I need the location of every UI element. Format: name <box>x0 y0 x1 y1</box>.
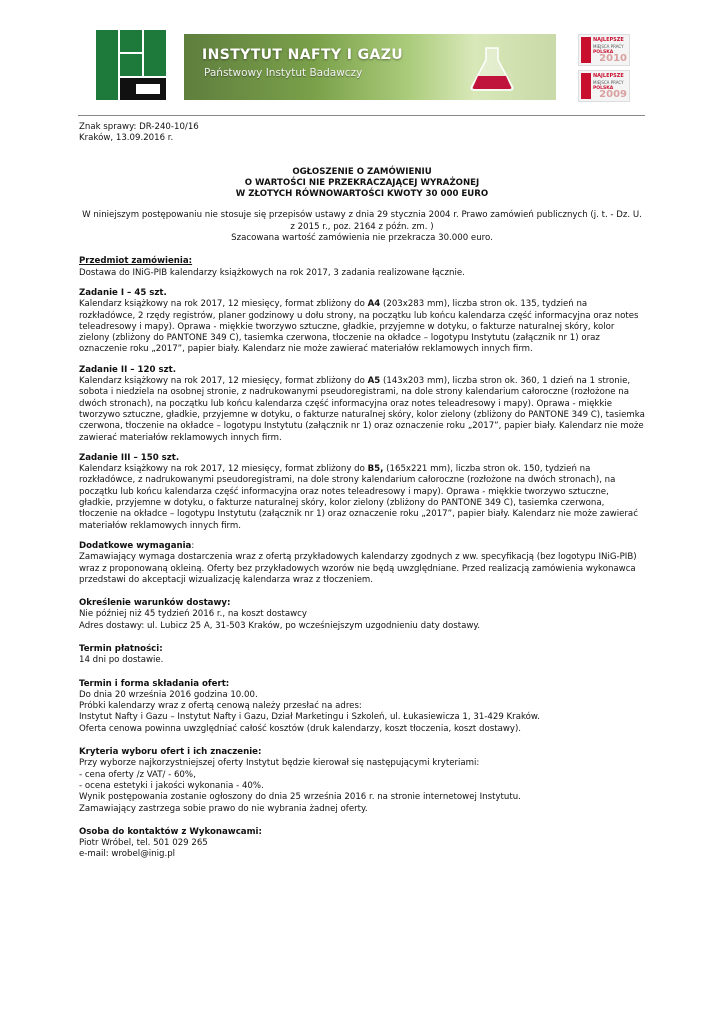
task-3-heading: Zadanie III – 150 szt. <box>79 452 180 463</box>
offers-deadline: Do dnia 20 września 2016 godzina 10.00. <box>79 689 258 700</box>
delivery-deadline: Nie później niż 45 tydzień 2016 r., na koszt dostawcy <box>79 609 307 620</box>
payment-terms: 14 dni po dostawie. <box>79 655 164 666</box>
header-divider <box>78 115 645 116</box>
flask-icon <box>466 46 518 92</box>
letterhead <box>96 30 636 106</box>
document-body <box>79 122 645 861</box>
additional-requirements-section <box>79 541 645 586</box>
intro-text: W niniejszym postępowaniu nie stosuje się przepisów ustawy z dnia 29 stycznia 2004 r. Prawo zamówień publicznych (j. t. - Dz. U. z 2015 r., poz. 2164 z późn. zm. ) Szacowana wartość zamówienia nie przekracza 30.000 euro. <box>82 210 642 244</box>
place-date: Kraków, 13.09.2016 r. <box>79 133 174 144</box>
offers-address: Instytut Nafty i Gazu – Instytut Nafty i Gazu, Dział Marketingu i Szkoleń, ul. Łukasiewicza 1, 31-429 Kraków. <box>79 712 540 723</box>
additional-heading: Dodatkowe wymagania: <box>79 540 195 551</box>
delivery-heading: Określenie warunków dostawy: <box>79 598 231 609</box>
criteria-price: - cena oferty /z VAT/ - 60%, <box>79 769 196 780</box>
institute-subtitle: Państwowy Instytut Badawczy <box>204 67 363 79</box>
document-meta <box>79 122 645 145</box>
offers-section <box>79 679 645 735</box>
payment-heading: Termin płatności: <box>79 643 163 654</box>
task-2-section <box>79 365 645 444</box>
delivery-address: Adres dostawy: ul. Lubicz 25 A, 31-503 Kraków, po wcześniejszym uzgodnieniu daty dostawy. <box>79 620 480 631</box>
institute-name: INSTYTUT NAFTY I GAZU <box>202 47 404 63</box>
contact-section <box>79 827 645 861</box>
payment-section <box>79 644 645 667</box>
task-3-section <box>79 453 645 532</box>
task-1-section <box>79 288 645 356</box>
criteria-section <box>79 747 645 815</box>
task-2-text: Kalendarz książkowy na rok 2017, 12 miesięcy, format zbliżony do A5 (143x203 mm), liczba stron ok. 360, 1 dzień na 1 stronie, sobota i niedziela na osobnej stronie, z nadrukowanymi pseudoregistrami, na dole strony kalendarium całoroczne (rozłożone na dwóch stronach), na początku lub końcu kalendarza część informacyjna oraz notes teleadresowy i mapy). Oprawa - miękkie tworzywo sztuczne, gładkie, przyjemne w dotyku, o fakturze naturalnej skóry, kolor zielony (zbliżony do PANTONE 349 C), tasiemka czerwona, tłoczenie na okładce – logotypu Instytutu (załącznik nr 1) oraz oznaczenie roku „2017”, papier biały. Kalendarz nie może zawierać materiałów reklamowych innych firm. <box>79 376 645 443</box>
criteria-intro: Przy wyborze najkorzystniejszej oferty Instytut będzie kierował się następującymi kryteriami: <box>79 758 480 769</box>
subject-text: Dostawa do INiG-PIB kalendarzy książkowych na rok 2017, 3 zadania realizowane łącznie. <box>79 267 465 278</box>
criteria-reservation: Zamawiający zastrzega sobie prawo do nie wybrania żadnej oferty. <box>79 803 368 814</box>
case-number: Znak sprawy: DR-240-10/16 <box>79 122 199 132</box>
offers-costs: Oferta cenowa powinna uwzględniać całość kosztów (druk kalendarzy, koszt tłoczenia, koszt dostawy). <box>79 723 522 734</box>
inig-logo <box>96 30 166 100</box>
notice-title: OGŁOSZENIE O ZAMÓWIENIU O WARTOŚCI NIE PRZEKRACZAJĄCEJ WYRAŻONEJ W ZŁOTYCH RÓWNOWARTOŚCI KWOTY 30 000 EURO <box>235 166 489 200</box>
offers-samples: Próbki kalendarzy wraz z ofertą cenową należy przesłać na adres: <box>79 701 362 712</box>
task-3-text: Kalendarz książkowy na rok 2017, 12 miesięcy, format zbliżony do B5, (165x221 mm), liczba stron ok. 150, tydzień na rozkładówce, z nadrukowanymi pseudoregistrami, na dole strony kalendarium całoroczne (rozłożone na dwóch stronach), na początku lub końcu kalendarza część informacyjna oraz notes teleadresowy i mapy). Oprawa - miękkie tworzywo sztuczne, gładkie, przyjemne w dotyku, o fakturze naturalnej skóry, kolor zielony (zbliżony do PANTONE 349 C), tasiemka czerwona, tłoczenie na okładce – logotypu Instytutu (załącznik nr 1) oraz oznaczenie roku „2017”, papier biały. Kalendarz nie może zawierać materiałów reklamowych innych firm. <box>79 464 638 531</box>
contact-heading: Osoba do kontaktów z Wykonawcami: <box>79 826 262 837</box>
subject-heading: Przedmiot zamówienia: <box>79 256 193 267</box>
criteria-heading: Kryteria wyboru ofert i ich znaczenie: <box>79 747 262 758</box>
offers-heading: Termin i forma składania ofert: <box>79 678 230 689</box>
criteria-result: Wynik postępowania zostanie ogłoszony do dnia 25 września 2016 r. na stronie internetowej Instytutu. <box>79 792 521 803</box>
additional-text: Zamawiający wymaga dostarczenia wraz z ofertą przykładowych kalendarzy zgodnych z ww. specyfikacją (bez logotypu INiG-PIB) wraz z proponowaną okleiną. Oferty bez przykładowych wzorów nie będą uwzględniane. Przed realizacją zamówienia wykonawca przedstawi do akceptacji wizualizację kalendarza wraz z tłoczeniem. <box>79 552 637 585</box>
best-workplace-award-2010: NAJLEPSZE MIEJSCA PRACY POLSKA 2010 <box>578 34 630 66</box>
contact-email[interactable]: e-mail: wrobel@inig.pl <box>79 849 176 860</box>
criteria-quality: - ocena estetyki i jakości wykonania - 40%. <box>79 780 264 791</box>
task-2-heading: Zadanie II – 120 szt. <box>79 364 176 375</box>
contact-name: Piotr Wróbel, tel. 501 029 265 <box>79 838 208 849</box>
institute-banner <box>184 34 556 100</box>
subject-section <box>79 256 645 279</box>
task-1-heading: Zadanie I – 45 szt. <box>79 287 167 298</box>
task-1-text: Kalendarz książkowy na rok 2017, 12 miesięcy, format zbliżony do A4 (203x283 mm), liczba stron ok. 135, tydzień na rozkładówce, 2 rzędy registrów, planer godzinowy u dołu strony, na początku lub końcu kalendarza część informacyjna oraz notes teleadresowy i mapy). Oprawa - miękkie tworzywo sztuczne, gładkie, przyjemne w dotyku, o fakturze naturalnej skóry, kolor zielony (zbliżony do PANTONE 349 C), tasiemka czerwona, tłoczenie na okładce – logotypu Instytutu (załącznik nr 1) oraz oznaczenie roku „2017”, papier biały. Kalendarz nie może zawierać materiałów reklamowych innych firm. <box>79 299 639 355</box>
delivery-section <box>79 598 645 632</box>
best-workplace-award-2009: NAJLEPSZE MIEJSCA PRACY POLSKA 2009 <box>578 70 630 102</box>
